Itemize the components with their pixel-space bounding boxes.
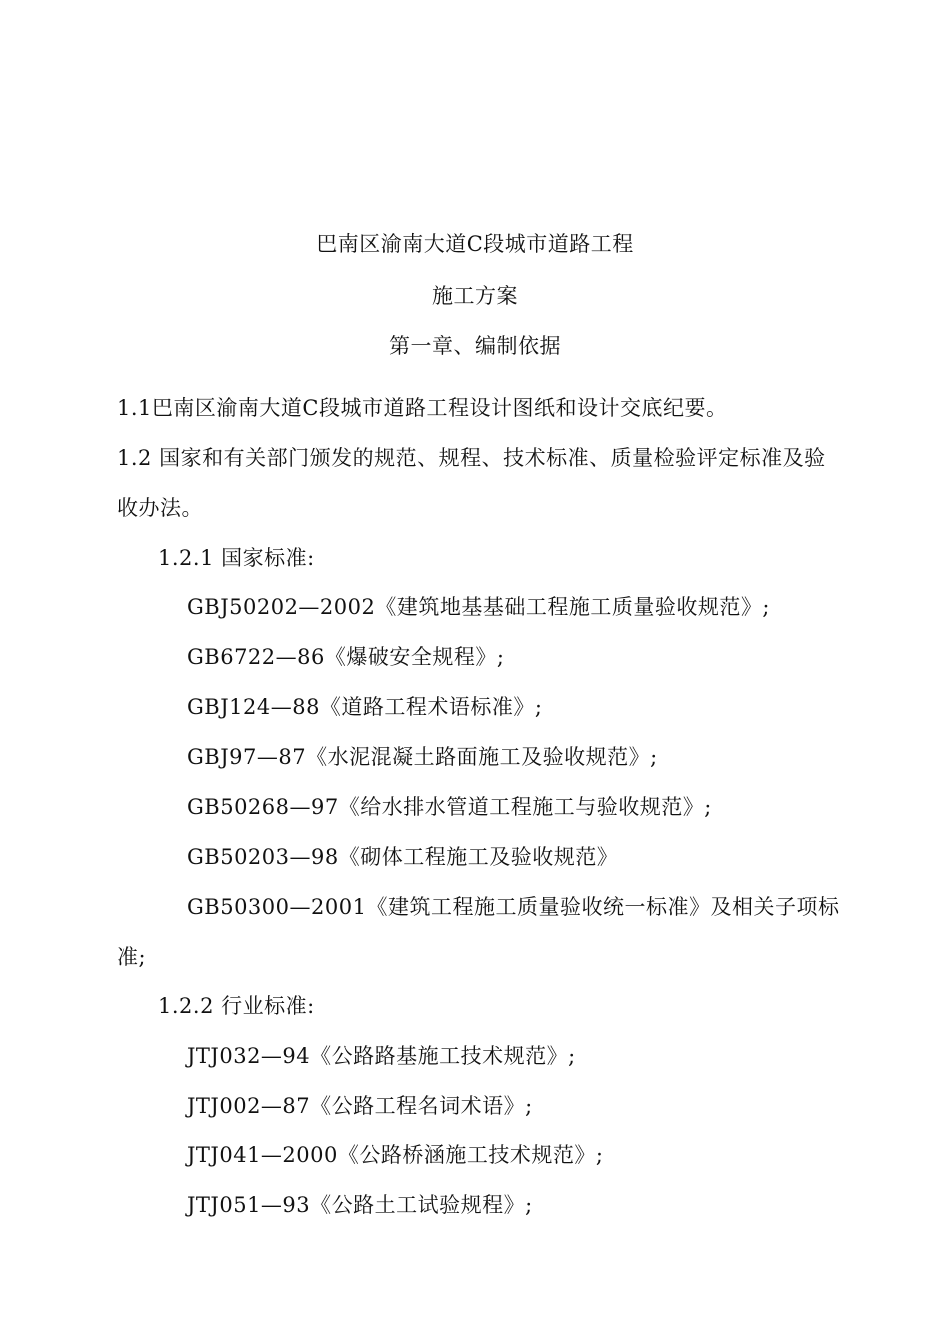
national-standard-item: GB50268—97《给水排水管道工程施工与验收规范》; xyxy=(187,795,712,819)
section-1-2-2-heading: 1.2.2 行业标准: xyxy=(158,994,315,1018)
document-subtitle: 施工方案 xyxy=(432,284,518,308)
national-standard-item: GB50203—98《砌体工程施工及验收规范》 xyxy=(187,845,619,869)
item-1-2-line2: 收办法。 xyxy=(117,496,203,520)
national-standard-continuation: 准; xyxy=(117,945,147,969)
industry-standard-item: JTJ032—94《公路路基施工技术规范》; xyxy=(187,1044,576,1068)
national-standard-item: GBJ97—87《水泥混凝土路面施工及验收规范》; xyxy=(187,745,658,769)
national-standard-item: GB6722—86《爆破安全规程》; xyxy=(187,645,505,669)
national-standard-item: GBJ124—88《道路工程术语标准》; xyxy=(187,695,543,719)
industry-standard-item: JTJ002—87《公路工程名词术语》; xyxy=(187,1094,533,1118)
national-standard-item: GB50300—2001《建筑工程施工质量验收统一标准》及相关子项标 xyxy=(187,895,840,919)
chapter-heading: 第一章、编制依据 xyxy=(389,334,561,358)
industry-standard-item: JTJ041—2000《公路桥涵施工技术规范》; xyxy=(187,1143,604,1167)
item-1-2-line1: 1.2 国家和有关部门颁发的规范、规程、技术标准、质量检验评定标准及验 xyxy=(117,446,826,470)
document-title: 巴南区渝南大道C段城市道路工程 xyxy=(316,232,634,256)
item-1-1: 1.1巴南区渝南大道C段城市道路工程设计图纸和设计交底纪要。 xyxy=(117,396,728,420)
section-1-2-1-heading: 1.2.1 国家标准: xyxy=(158,546,315,570)
national-standard-item: GBJ50202—2002《建筑地基基础工程施工质量验收规范》; xyxy=(187,595,770,619)
industry-standard-item: JTJ051—93《公路土工试验规程》; xyxy=(187,1193,533,1217)
